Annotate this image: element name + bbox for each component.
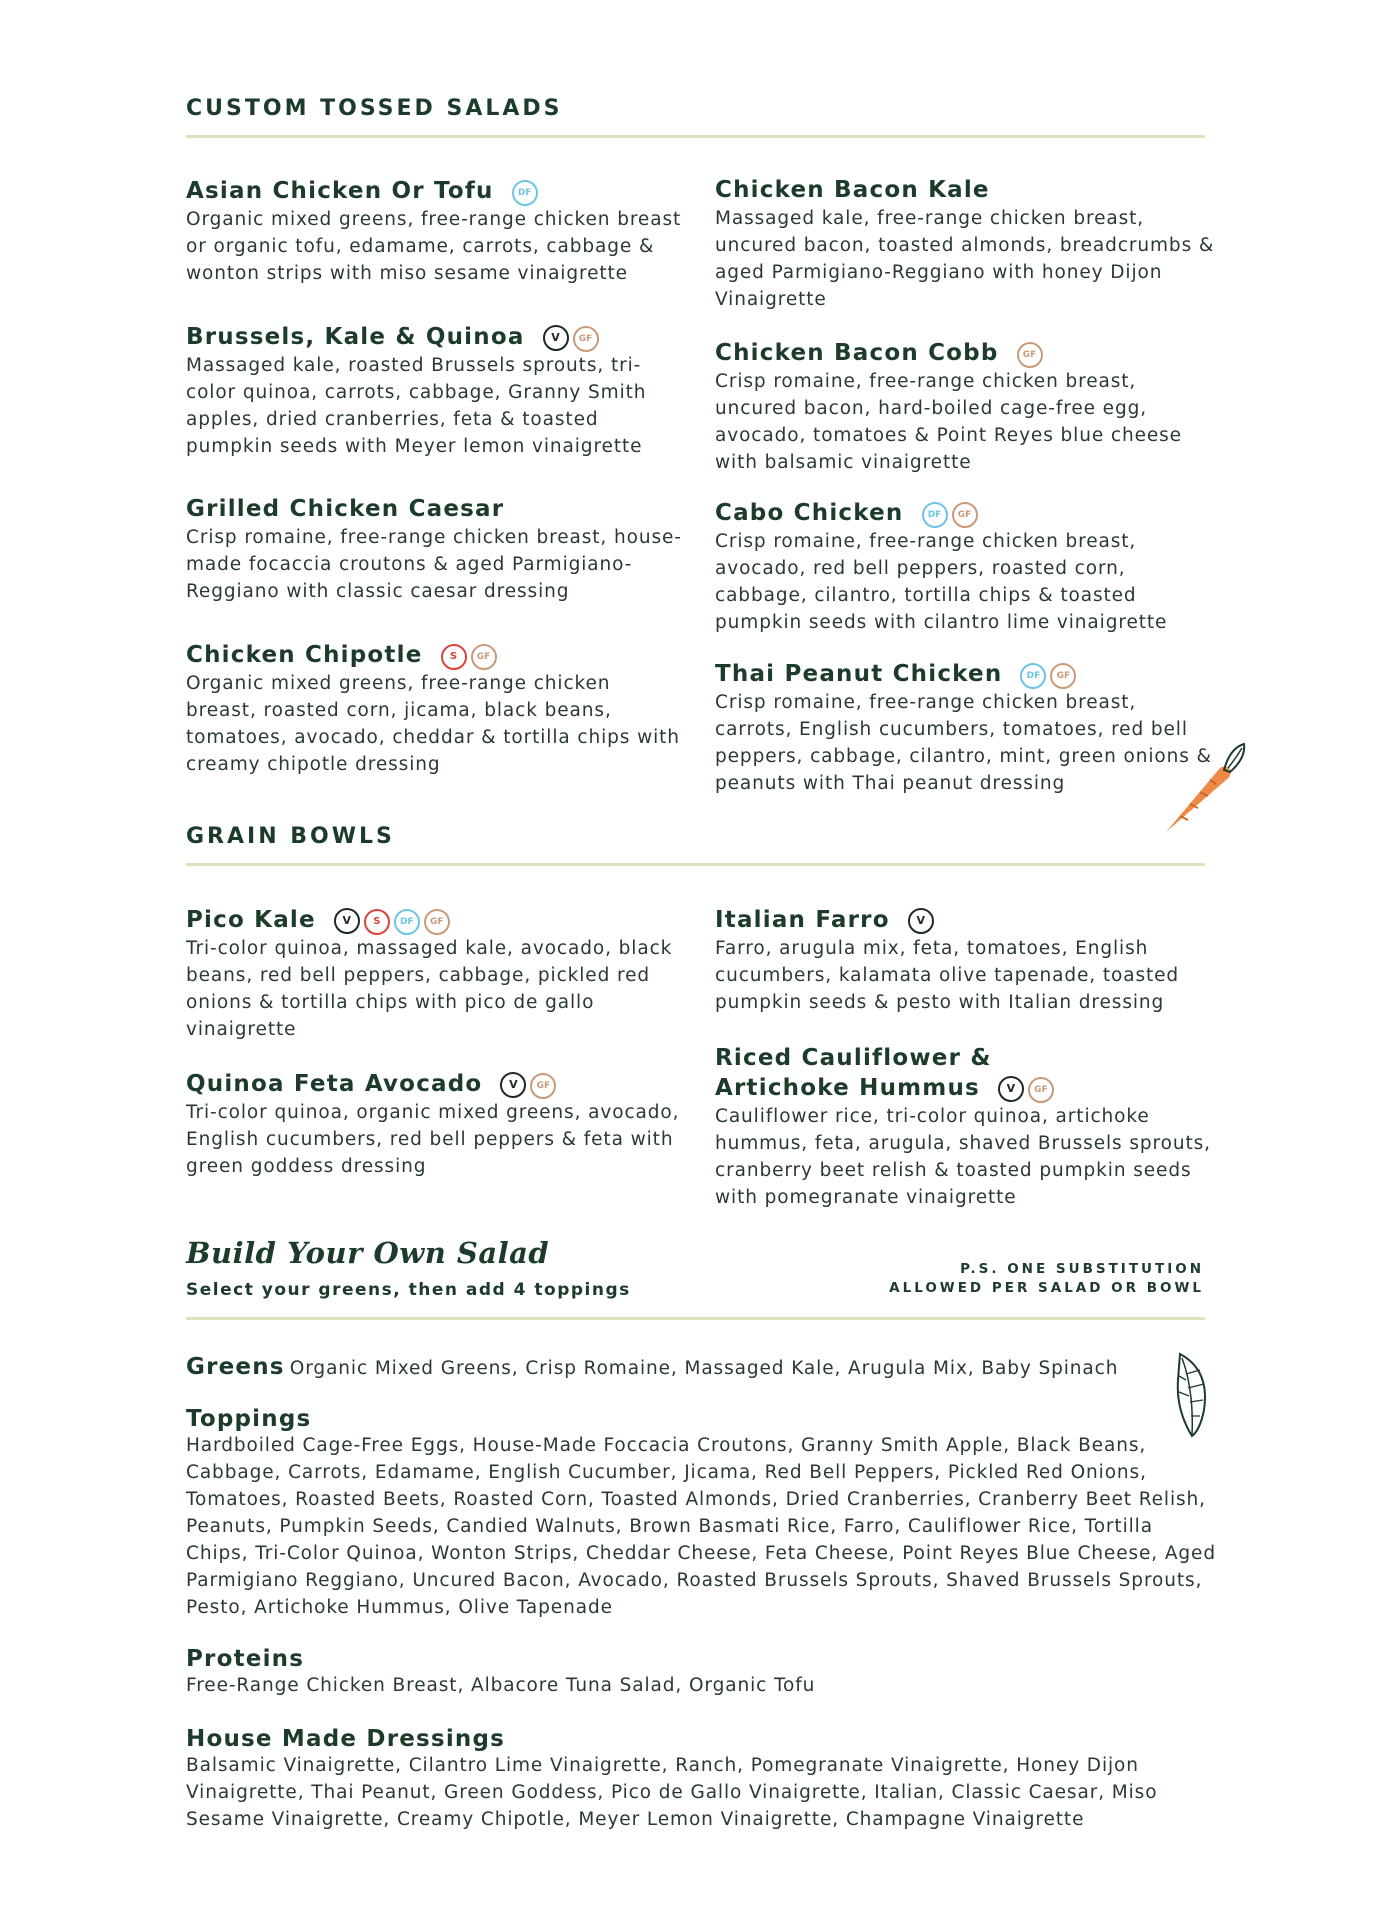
menu-item (715, 659, 1215, 797)
gluten-free-badge: GF (424, 909, 450, 935)
salads-section-title: CUSTOM TOSSED SALADS (186, 96, 563, 121)
build-subtitle: Select your greens, then add 4 toppings (186, 1280, 631, 1300)
spicy-badge: S (364, 909, 390, 935)
menu-item (186, 494, 686, 605)
vegan-badge: V (908, 908, 934, 934)
salads-divider (186, 135, 1205, 138)
proteins-list: Free-Range Chicken Breast, Albacore Tuna Salad, Organic Tofu (186, 1675, 816, 1696)
build-divider (186, 1317, 1205, 1320)
gluten-free-badge: GF (573, 326, 599, 352)
gluten-free-badge: GF (1028, 1077, 1054, 1103)
substitution-note (889, 1260, 1204, 1298)
menu-item (715, 338, 1215, 476)
menu-item (715, 1043, 1215, 1211)
gluten-free-badge: GF (1017, 342, 1043, 368)
item-description: Farro, arugula mix, feta, tomatoes, English cucumbers, kalamata olive tapenade, toasted pumpkin seeds & pesto with Italian dressing (715, 938, 1180, 1013)
item-description: Cauliflower rice, tri-color quinoa, artichoke hummus, feta, arugula, shaved Brussels sprouts, cranberry beet relish & toasted pumpkin seeds with pomegranate vinaigrette (715, 1106, 1211, 1208)
greens-list: Organic Mixed Greens, Crisp Romaine, Massaged Kale, Arugula Mix, Baby Spinach (289, 1358, 1119, 1379)
dressings-heading: House Made Dressings (186, 1726, 506, 1752)
item-name: Chicken Bacon Kale (715, 177, 990, 203)
item-description: Crisp romaine, free-range chicken breast, avocado, red bell peppers, roasted corn, cabbage, cilantro, tortilla chips & toasted pumpkin seeds with cilantro lime vinaigrette (715, 531, 1168, 633)
item-description: Organic mixed greens, free-range chicken breast or organic tofu, edamame, carrots, cabbage & wonton strips with miso sesame vinaigrette (186, 209, 682, 284)
bowls-section-title: GRAIN BOWLS (186, 824, 395, 849)
toppings-heading: Toppings (186, 1406, 312, 1432)
item-description: Massaged kale, free-range chicken breast, uncured bacon, toasted almonds, breadcrumbs & aged Parmigiano-Reggiano with honey Dijon Vinaigrette (715, 208, 1215, 310)
gluten-free-badge: GF (952, 502, 978, 528)
substitution-note-line2: ALLOWED PER SALAD OR BOWL (889, 1280, 1204, 1296)
item-name-line2: Artichoke Hummus (715, 1075, 980, 1101)
bowls-divider (186, 863, 1205, 866)
gluten-free-badge: GF (530, 1073, 556, 1099)
vegan-badge: V (334, 908, 360, 934)
item-description: Organic mixed greens, free-range chicken breast, roasted corn, jicama, black beans, tomatoes, avocado, cheddar & tortilla chips with creamy chipotle dressing (186, 673, 680, 775)
greens-row (186, 1354, 1146, 1382)
gluten-free-badge: GF (471, 644, 497, 670)
item-name: Grilled Chicken Caesar (186, 496, 505, 522)
toppings-block (186, 1406, 1216, 1621)
item-name: Quinoa Feta Avocado (186, 1071, 483, 1097)
menu-item (186, 640, 686, 778)
item-description: Massaged kale, roasted Brussels sprouts, tri-color quinoa, carrots, cabbage, Granny Smith apples, dried cranberries, feta & toasted pumpkin seeds with Meyer lemon vinaigrette (186, 355, 647, 457)
dressings-list: Balsamic Vinaigrette, Cilantro Lime Vinaigrette, Ranch, Pomegranate Vinaigrette, Honey Dijon Vinaigrette, Thai Peanut, Green Goddess, Pico de Gallo Vinaigrette, Italian, Classic Caesar, Miso Sesame Vinaigrette, Creamy Chipotle, Meyer Lemon Vinaigrette, Champagne Vinaigrette (186, 1755, 1158, 1830)
item-name-line1: Riced Cauliflower & (715, 1045, 992, 1071)
item-description: Tri-color quinoa, organic mixed greens, avocado, English cucumbers, red bell peppers & feta with green goddess dressing (186, 1102, 680, 1177)
menu-item (186, 1069, 686, 1180)
dairy-free-badge: DF (512, 180, 538, 206)
vegan-badge: V (500, 1072, 526, 1098)
greens-heading: Greens (186, 1354, 285, 1380)
item-name: Thai Peanut Chicken (715, 661, 1003, 687)
item-name: Cabo Chicken (715, 500, 904, 526)
dairy-free-badge: DF (922, 502, 948, 528)
menu-item (186, 176, 686, 287)
toppings-list: Hardboiled Cage-Free Eggs, House-Made Foccacia Croutons, Granny Smith Apple, Black Beans, Cabbage, Carrots, Edamame, English Cucumber, Jicama, Red Bell Peppers, Pickled Red Onions, Tomatoes, Roasted Beets, Roasted Corn, Toasted Almonds, Dried Cranberries, Cranberry Beet Relish, Peanuts, Pumpkin Seeds, Candied Walnuts, Brown Basmati Rice, Farro, Cauliflower Rice, Tortilla Chips, Tri-Color Quinoa, Wonton Strips, Cheddar Cheese, Feta Cheese, Point Reyes Blue Cheese, Aged Parmigiano Reggiano, Uncured Bacon, Avocado, Roasted Brussels Sprouts, Shaved Brussels Sprouts, Pesto, Artichoke Hummus, Olive Tapenade (186, 1435, 1216, 1618)
proteins-heading: Proteins (186, 1646, 305, 1672)
proteins-block (186, 1646, 1216, 1699)
item-name: Asian Chicken Or Tofu (186, 178, 494, 204)
gluten-free-badge: GF (1050, 663, 1076, 689)
item-description: Tri-color quinoa, massaged kale, avocado, black beans, red bell peppers, cabbage, pickled red onions & tortilla chips with pico de gallo vinaigrette (186, 938, 673, 1040)
dairy-free-badge: DF (1020, 663, 1046, 689)
menu-item (715, 905, 1215, 1016)
build-your-own-title: Build Your Own Salad (186, 1236, 550, 1270)
item-name: Brussels, Kale & Quinoa (186, 324, 525, 350)
dairy-free-badge: DF (394, 909, 420, 935)
substitution-note-line1: P.S. ONE SUBSTITUTION (960, 1261, 1204, 1277)
menu-item (715, 498, 1215, 636)
menu-item (186, 322, 686, 460)
menu-item (715, 175, 1215, 313)
item-description: Crisp romaine, free-range chicken breast, house-made focaccia croutons & aged Parmigiano-Reggiano with classic caesar dressing (186, 527, 682, 602)
item-description: Crisp romaine, free-range chicken breast, carrots, English cucumbers, tomatoes, red bell peppers, cabbage, cilantro, mint, green onions & peanuts with Thai peanut dressing (715, 692, 1212, 794)
item-name: Pico Kale (186, 907, 316, 933)
item-name: Italian Farro (715, 907, 890, 933)
carrot-icon (1160, 738, 1250, 838)
dressings-block (186, 1726, 1216, 1833)
spicy-badge: S (441, 644, 467, 670)
item-name: Chicken Chipotle (186, 642, 423, 668)
vegan-badge: V (543, 325, 569, 351)
item-description: Crisp romaine, free-range chicken breast, uncured bacon, hard-boiled cage-free egg, avocado, tomatoes & Point Reyes blue cheese with balsamic vinaigrette (715, 371, 1182, 473)
item-name: Chicken Bacon Cobb (715, 340, 999, 366)
vegan-badge: V (998, 1076, 1024, 1102)
menu-item (186, 905, 686, 1043)
